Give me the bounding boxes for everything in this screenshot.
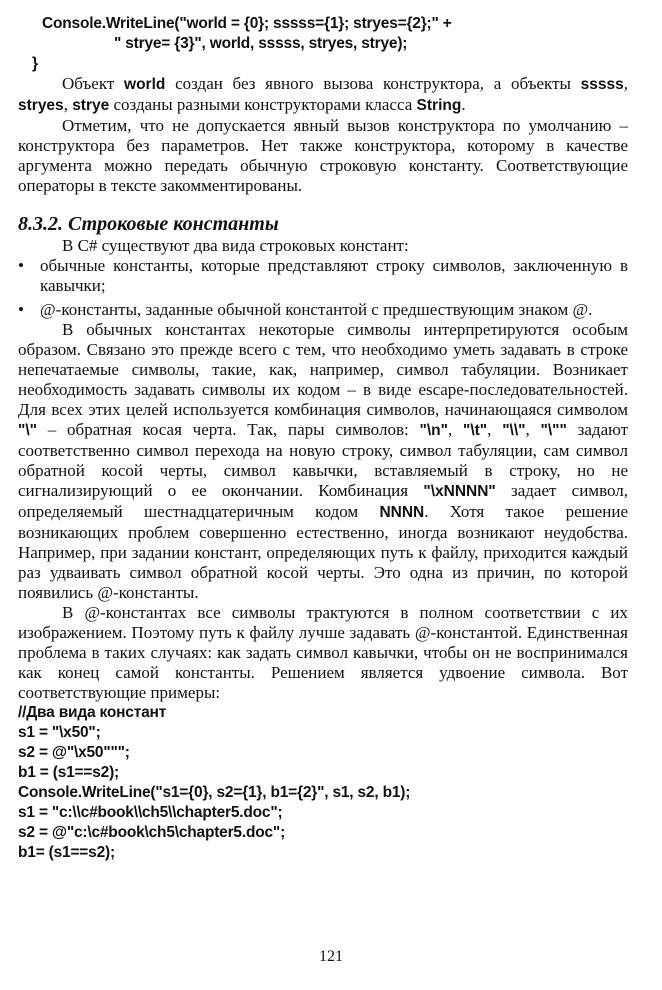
page-content <box>18 14 628 863</box>
section-heading: 8.3.2. Строковые константы <box>18 213 279 235</box>
bullet-item: • обычные константы, которые представляют строку символов, заключенную в кавычки; <box>18 256 628 295</box>
bullet-icon: • <box>18 256 24 275</box>
paragraph-objects: Объект world создан без явного вызова конструктора, а объекты sssss, stryes, strye созданы разными конструкторами класса String. <box>18 74 628 114</box>
code-line: Console.WriteLine("s1={0}, s2={1}, b1={2}", s1, s2, b1); <box>18 784 411 801</box>
code-line: s1 = "c:\\c#book\\ch5\\chapter5.doc"; <box>18 804 283 821</box>
code-line: Console.WriteLine("world = {0}; sssss={1}; stryes={2};" + <box>42 15 452 32</box>
bullet-icon: • <box>18 300 24 319</box>
code-line: b1= (s1==s2); <box>18 844 115 861</box>
bullet-item: • @-константы, заданные обычной константой с предшествующим знаком @. <box>18 300 593 319</box>
code-line: //Два вида констант <box>18 704 167 721</box>
paragraph-verbatim: В @-константах все символы трактуются в полном соответствии с их изображением. Поэтому путь к файлу лучше задавать @-константой. Единственная проблема в таких случаях: как задать символ кавычки, чтобы он не воспринимался как конец самой константы. Решением является удвоение символа. Вот соответствующие примеры: <box>18 603 628 702</box>
code-line: " strye= {3}", world, sssss, stryes, strye); <box>114 35 408 52</box>
code-line: s2 = @"\x50"""; <box>18 744 130 761</box>
paragraph-constructors: Отметим, что не допускается явный вызов конструктора по умолчанию – конструктора без параметров. Нет также конструктора, которому в качестве аргумента можно передать обычную строковую константу. Соответствующие операторы в тексте закомментированы. <box>18 116 628 195</box>
code-line: } <box>32 55 38 72</box>
code-line: s2 = @"c:\c#book\ch5\chapter5.doc"; <box>18 824 286 841</box>
code-line: b1 = (s1==s2); <box>18 764 120 781</box>
code-line: s1 = "\x50"; <box>18 724 101 741</box>
paragraph-escape: В обычных константах некоторые символы интерпретируются особым образом. Связано это прежде всего с тем, что необходимо уметь задавать в строке непечатаемые символы, такие, как, например, символ табуляции. Возникает необходимость задавать символы их кодом – в виде escape-последовательностей. Для всех этих целей используется комбинация символов, начинающаяся символом "\" – обратная косая черта. Так, пары символов: "\n", "\t", "\\", "\"" задают соответственно символ перехода на новую строку, символ табуляции, сам символ обратной косой черты, символ кавычки, вставляемый в строку, но не сигнализирующий о ее окончании. Комбинация "\xNNNN" задает символ, определяемый шестнадцатеричным кодом NNNN. Хотя такое решение возникающих проблем совершенно естественно, иногда возникают неудобства. Например, при задании констант, определяющих путь к файлу, приходится каждый раз удваивать символ обратной косой черты. Это одна из причин, по которой появились @-константы. <box>18 320 629 602</box>
paragraph-intro: В C# существуют два вида строковых констант: <box>62 236 409 255</box>
page-number: 121 <box>319 948 343 965</box>
